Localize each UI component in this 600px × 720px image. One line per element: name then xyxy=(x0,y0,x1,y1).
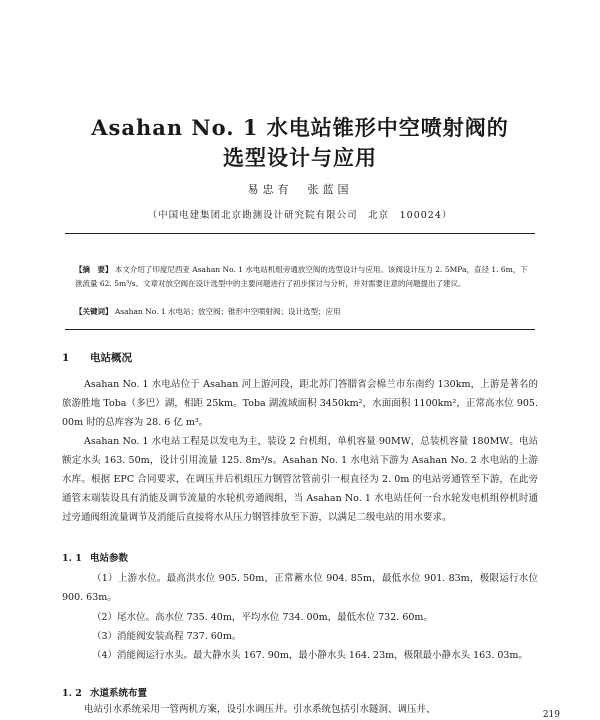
bottom-rule xyxy=(65,329,535,330)
top-rule xyxy=(65,233,535,234)
keywords-text: Asahan No. 1 水电站；放空阀；锥形中空喷射阀；设计选型；应用 xyxy=(114,307,341,316)
page-number: 219 xyxy=(542,710,560,720)
section-1-2-heading xyxy=(62,685,147,699)
section-1-1-heading xyxy=(62,550,128,564)
abstract-text: 本文介绍了印度尼西亚 Asahan No. 1 水电站机组旁通放空阀的选型设计与应用。该阀设计压力 2. 5MPa，直径 1. 6m，下泄流量 62. 5m³/s。文章对放空阀在设计选型中的主要问题进行了初步探讨与分析，并对需要注意的问题提出了建议。 xyxy=(75,265,528,288)
section-1-2-number: 1. 2 xyxy=(62,688,82,699)
parameter-item-3: （3）消能阀安装高程 737. 60m。 xyxy=(92,631,242,642)
parameter-item-2: （2）尾水位。高水位 735. 40m，平均水位 734. 00m，最低水位 732. 60m。 xyxy=(92,612,433,623)
section-1-title: 电站概况 xyxy=(90,352,132,364)
authors: 易忠有 张蓝国 xyxy=(247,183,353,196)
section-1-1-number: 1. 1 xyxy=(62,553,82,564)
affiliation: （中国电建集团北京勘测设计研究院有限公司 北京 100024） xyxy=(147,210,453,221)
section-1-number: 1 xyxy=(62,352,70,364)
keywords xyxy=(75,305,535,319)
title-line-2: 选型设计与应用 xyxy=(223,145,377,170)
section-1-2-paragraph: 电站引水系统采用一管两机方案，设引水调压井。引水系统包括引水隧洞、调压井、 xyxy=(84,704,436,715)
section-1-2-title: 水道系统布置 xyxy=(90,688,148,699)
abstract xyxy=(75,263,535,291)
keywords-label: 【关键词】 xyxy=(75,307,113,316)
section-1-paragraph-2: Asahan No. 1 水电站工程是以发电为主，装设 2 台机组，单机容量 90MW，总装机容量 180MW。电站额定水头 163. 50m，设计引用流量 125. 8m³/s。Asahan No. 1 水电站下游为 Asahan No. 2 水电站的上游水库。根据 EPC 合同要求，在调压井后机组压力钢管岔管前引一根直径为 2. 0m 的电站旁通管至下游，在此旁通管末端装设具有消能及调节流量的水轮机旁通阀组，当 Asahan No. 1 水电站任何一台水轮发电机组停机时通过旁通阀组流量调节及消能后直接将水从压力钢管排放至下游，以满足二级电站的用水要求。 xyxy=(62,436,538,523)
abstract-label: 【摘 要】 xyxy=(75,265,113,274)
section-1-1-title: 电站参数 xyxy=(90,553,129,564)
parameter-item-4: （4）消能阀运行水头。最大静水头 167. 90m，最小静水头 164. 23m，极限最小静水头 163. 03m。 xyxy=(92,650,528,661)
section-1-heading xyxy=(62,350,132,365)
section-1-paragraph-1: Asahan No. 1 水电站位于 Asahan 河上游河段，距北苏门答腊省会棉兰市东南约 130km，上游是著名的旅游胜地 Toba（多巴）湖，相距 25km。Toba 湖流域面积 3450km²，水面面积 1100km²，正常高水位 905. 00m 时的总库容为 28. 6 亿 m³。 xyxy=(62,379,538,428)
title-line-1: Asahan No. 1 水电站锥形中空喷射阀的 xyxy=(91,115,509,140)
parameter-item-1: （1）上游水位。最高洪水位 905. 50m，正常蓄水位 904. 85m，最低水位 901. 83m，极限运行水位 900. 63m。 xyxy=(62,573,538,603)
